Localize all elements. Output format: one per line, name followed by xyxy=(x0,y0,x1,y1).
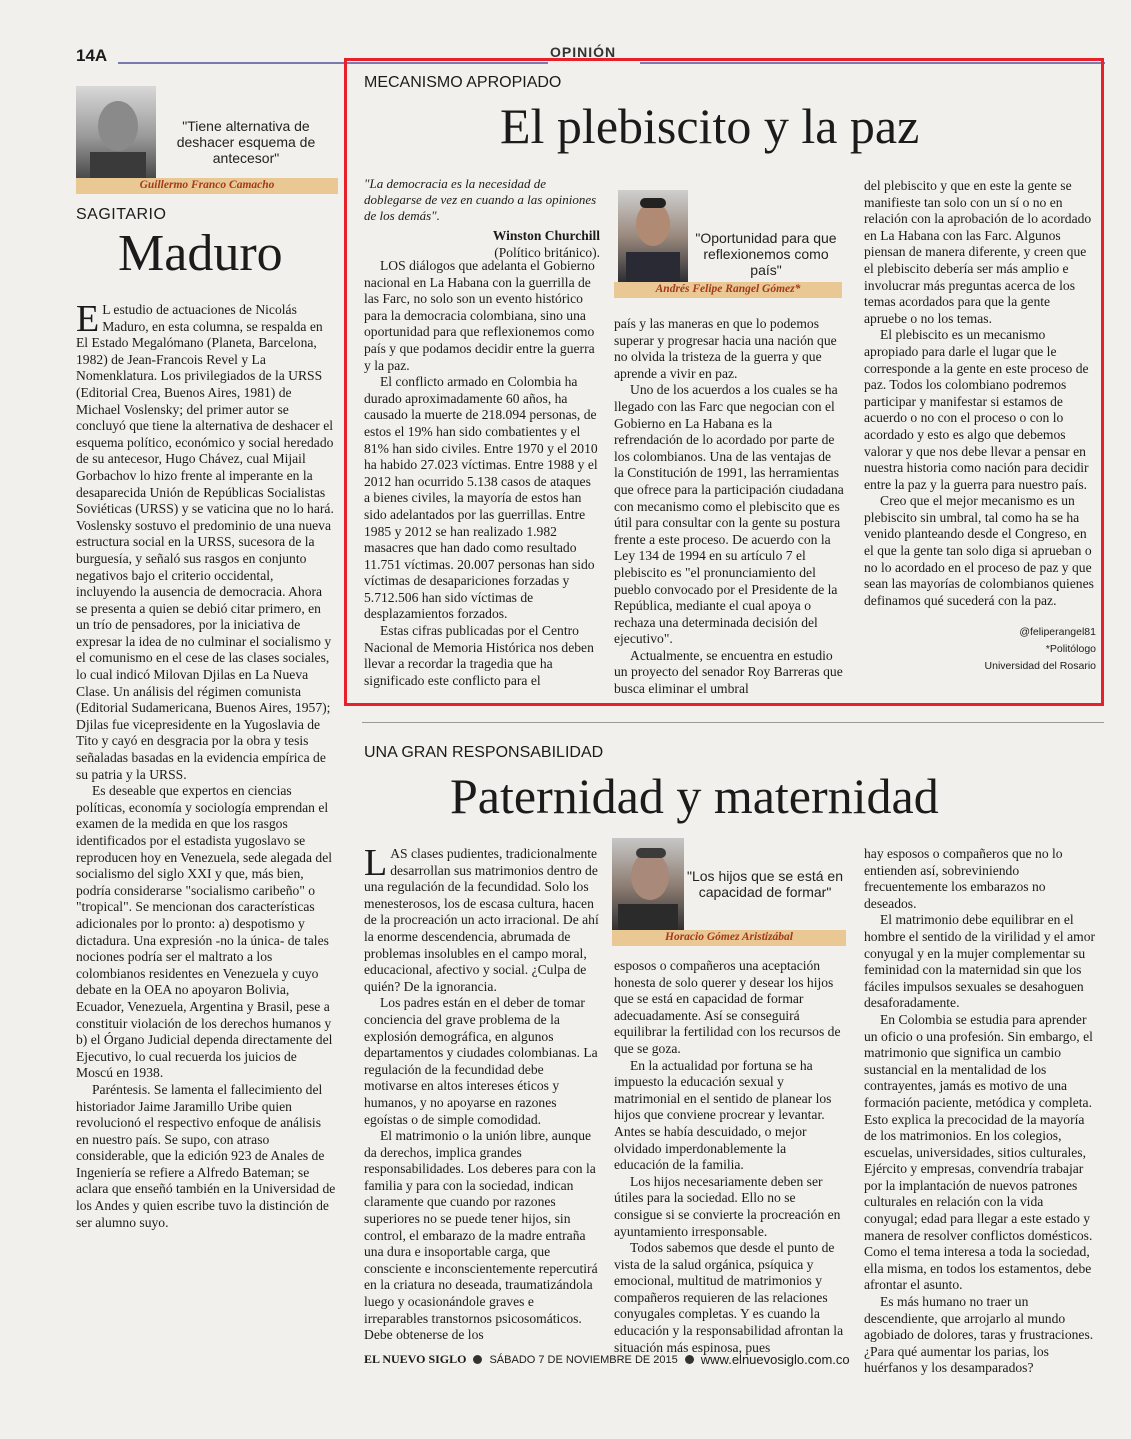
paragraph: AS clases pudientes, tradicionalmente desarrollan sus matrimonios dentro de una regulación de la fecundidad. Solo los menesterosos, los de escasa cultura, hacen de la procreación un acto irracional. De ahí la enorme descendencia, abrumada de problemas insolubles en el campo moral, educacional, afectivo y social. ¿Culpa de quién? De la ignorancia. xyxy=(364,846,599,994)
footer-url: www.elnuevosiglo.com.co xyxy=(700,1352,850,1367)
paragraph: Es deseable que expertos en ciencias políticas, economía y sociología emprendan el examen de la medida en que los rasgos identificados por el estadista yugoslavo se reproducen hoy en Venezuela, sede alegada del socialismo del siglo XXI y que, más bien, podría considerarse "socialismo caribeño" o "tropical". Se mencionan dos características adicionales por lo pronto: a) despotismo y dictadura. Una expresión -no la única- de tales nociones podría ser el maltrato a los colombianos residentes en Venezuela y cuyo debate en la OEA no apoyaron Bolivia, Ecuador, Venezuela, Argentina y Brasil, pese a constituir violación de los derechos humanos y b) el Órgano Judicial dependa directamente del Ejecutivo, lo cual recuerda los juicios de Moscú en 1938. xyxy=(76,783,333,1081)
article-column-2 xyxy=(614,316,844,697)
signature xyxy=(864,624,1096,675)
epigraph xyxy=(364,176,600,261)
paragraph: Es más humano no traer un descendiente, que arrojarlo al mundo agobiado de dolores, taras y frustraciones. ¿Para qué aumentar los parias, los huérfanos y los desamparados? xyxy=(864,1294,1094,1376)
article-column-3 xyxy=(864,846,1098,1376)
headline: Maduro xyxy=(118,225,283,282)
kicker: MECANISMO APROPIADO xyxy=(364,74,562,91)
author-photo xyxy=(612,838,684,932)
paragraph: hay esposos o compañeros que no lo entienden así, sobreviniendo frecuentemente los embarazos no deseados. xyxy=(864,846,1063,911)
footer-date: SÁBADO 7 DE NOVIEMBRE DE 2015 xyxy=(489,1353,678,1366)
article-body xyxy=(76,298,336,1342)
author-photo xyxy=(618,190,688,282)
portrait-image xyxy=(76,86,156,178)
article-column-2 xyxy=(614,958,844,1355)
article-divider xyxy=(362,722,1104,723)
paragraph: Estas cifras publicadas por el Centro Nacional de Memoria Histórica nos deben llevar a recordar la tragedia que ha significado este conflicto para el xyxy=(364,623,594,688)
portrait-image xyxy=(618,190,688,282)
author-photo xyxy=(76,86,156,178)
footer-brand: EL NUEVO SIGLO xyxy=(364,1352,467,1366)
section-label: OPINIÓN xyxy=(550,44,617,60)
page-number: 14A xyxy=(76,46,108,65)
article-column-3 xyxy=(864,178,1096,624)
author-box xyxy=(612,838,846,948)
paragraph: esposos o compañeros una aceptación honesta de solo querer y desear los hijos que se está en capacidad de formar adecuadamente. Así se conseguirá equilibrar la fertilidad con los recursos de que se goza. xyxy=(614,958,841,1056)
epigraph-text: "La democracia es la necesidad de doblegarse de vez en cuando a las opiniones de los demás". xyxy=(364,176,597,223)
paragraph: Actualmente, se encuentra en estudio un proyecto del senador Roy Barreras que busca eliminar el umbral xyxy=(614,647,843,697)
dropcap: E xyxy=(76,298,100,340)
headline: Paternidad y maternidad xyxy=(450,768,939,824)
paragraph: El conflicto armado en Colombia ha durado aproximadamente 60 años, ha causado la muerte de 218.094 personas, de estos el 19% han sido combatientes y el 81% han sido civiles. Entre 1970 y el 2010 ha habido 27.023 víctimas. Entre 1988 y el 2012 han ocurrido 5.138 casos de ataques a bienes civiles, la mayoría de estos han sido adelantados por las guerrillas. Entre 1985 y 2012 se han realizado 1.982 masacres que han dado como resultado 11.751 víctimas. 20.007 personas han sido víctimas de desapariciones forzadas y 5.712.506 han sido víctimas de desplazamientos forzados. xyxy=(364,374,598,622)
pull-quote: "Los hijos que se está en capacidad de formar" xyxy=(687,868,843,900)
kicker: SAGITARIO xyxy=(76,206,167,223)
paragraph: El matrimonio debe equilibrar en el hombre el sentido de la virilidad y el amor conyugal y en la mujer complementar su feminidad con la maternidad sin que los fáciles impulsos sexuales se desahoguen desaforadamente. xyxy=(864,912,1096,1011)
paragraph: Los hijos necesariamente deben ser útiles para la sociedad. Ello no se consigue si se convierte la procreación en ayuntamiento irresponsable. xyxy=(614,1173,841,1239)
paragraph: Creo que el mejor mecanismo es un plebiscito sin umbral, tal como ha se ha venido planteando desde el Congreso, en el que la gente tan solo diga si aprueban o no lo acordado en el proceso de paz y que sean las mayorías de colombianos quienes definamos qué sucederá con la paz. xyxy=(864,493,1094,608)
footer xyxy=(364,1352,850,1367)
paragraph: del plebiscito y que en este la gente se manifieste tan solo con un sí o no en relación con la aprobación de lo acordado en La Habana con las Farc. Algunos piensan de manera diferente, y creen que el plebiscito debería ser más amplio e involucrar más preguntas acerca de los temas acordados para que la gente apruebe o no los temas. xyxy=(864,178,1092,326)
paragraph: En la actualidad por fortuna se ha impuesto la educación sexual y matrimonial en el sentido de planear los hijos que conviene procrear y levantar. Antes se había descuidado, o mejor olvidado imperdonablemente la educación de la familia. xyxy=(614,1057,832,1173)
author-box xyxy=(614,190,842,300)
pull-quote: "Tiene alternativa de deshacer esquema de antecesor" xyxy=(176,118,316,166)
epigraph-author: Winston Churchill xyxy=(492,228,600,243)
article-column-1 xyxy=(364,842,600,1343)
author-name: Guillermo Franco Camacho xyxy=(76,178,338,194)
author-title: *Politólogo xyxy=(1045,643,1096,655)
paragraph: Todos sabemos que desde el punto de vista de la salud orgánica, psíquica y emocional, multitud de matrimonios y compañeros requieren de las relaciones conyugales completas. Y es cuando la educación y la responsabilidad afrontan la situación más espinosa, pues xyxy=(614,1240,844,1355)
paragraph: Uno de los acuerdos a los cuales se ha llegado con las Farc que negocian con el Gobierno en La Habana es la refrendación de lo acordado por parte de los colombianos. Una de las ventajas de la Constitución de 1991, las herramientas que ofrece para la participación ciudadana con mecanismo como el plebiscito que es útil para consultar con la gente su postura frente a este proceso. De acuerdo con la Ley 134 de 1994 en su artículo 7 el plebiscito es "el pronunciamiento del pueblo convocado por el Presidente de la República, mediante el cual apoya o rechaza una determinada decisión del ejecutivo". xyxy=(614,382,844,647)
bullet-icon xyxy=(473,1355,482,1364)
paragraph: Paréntesis. Se lamenta el fallecimiento del historiador Jaime Jaramillo Uribe quien revolucionó el respectivo enfoque de análisis en nuestro país. Se supo, con atraso considerable, que la edición 923 de Anales de Ingeniería se refiere a Alfredo Bateman; se aclara que enseñó también en la Universidad de los Andes y quien escribe tuvo la distinción de ser alumno suyo. xyxy=(76,1081,336,1230)
kicker: UNA GRAN RESPONSABILIDAD xyxy=(364,744,604,761)
paragraph: En Colombia se estudia para aprender un oficio o una profesión. Sin embargo, el matrimonio que significa un cambio sustancial en la mentalidad de los contrayentes, jamás es motivo de una formación paciente, metódica y completa. Esto explica la precocidad de la mayoría de los matrimonios. En los colegios, escuelas, universidades, sitios culturales, Ejército y empresas, convendría trabajar por la implantación de nuevos patrones culturales en relación con la vida conyugal; edad para llegar a este estado y manera de resolver conflictos domésticos. Como el tema interesa a toda la sociedad, ella misma, en todos los estamentos, debe afrontar el asunto. xyxy=(864,1011,1093,1293)
portrait-image xyxy=(612,838,684,932)
paragraph: El matrimonio o la unión libre, aunque da derechos, implica grandes responsabilidades. Los deberes para con la familia y para con la sociedad, indican claramente que cuando por razones superiores no se puede tener hijos, sin control, el embarazo de la madre entraña una dura e insoportable carga, que consciente e inconscientemente repercutirá en la criatura no deseada, traumatizándola luego y ocasionándole graves e irreparables transtornos psicosomáticos. Debe obtenerse de los xyxy=(364,1128,598,1343)
author-box-left xyxy=(76,86,338,194)
paragraph: El plebiscito es un mecanismo apropiado para darle el lugar que le corresponde a la gente en este proceso de paz. Todos los colombiano podremos participar y manifestar si estamos de acuerdo o no con el proceso o con lo acordado y esto es algo que debemos valorar y que nos debe llevar a pensar en nuestra historia como nación para decidir entre la paz y la guerra para nuestro país. xyxy=(864,327,1089,492)
pull-quote: "Oportunidad para que reflexionemos como país" xyxy=(695,230,837,278)
paragraph: país y las maneras en que lo podemos superar y progresar hacia una nación que no olvida la tristeza de la guerra y que aprende a vivir en paz. xyxy=(614,316,837,381)
article-column-1 xyxy=(364,258,600,688)
bullet-icon xyxy=(685,1355,694,1364)
epigraph-role: (Político británico). xyxy=(494,245,600,260)
paragraph: LOS diálogos que adelanta el Gobierno nacional en La Habana con la guerrilla de las Farc, no solo son un evento histórico para la democracia colombiana, sino una oportunidad para que reflexionemos como país y que podamos decidir entre la guerra y la paz. xyxy=(364,258,595,373)
author-name: Horacio Gómez Aristizábal xyxy=(612,930,846,946)
paragraph: L estudio de actuaciones de Nicolás Maduro, en esta columna, se respalda en El Estado Megalómano (Planeta, Barcelona, 1982) de Jean-Francois Revel y La Nomenklatura. Los privilegiados de la URSS (Editorial Crea, Buenos Aires, 1981) de Michael Voslensky; del primer autor se concluyó que tiene la alternativa de deshacer el esquema político, económico y social heredado de su antecesor, Hugo Chávez, cual Mijail Gorbachov lo hizo frente al imperante en la desaparecida Unión de Repúblicas Socialistas Soviéticas (URSS) y se vaticina que no lo hará. Voslensky sostuvo el predominio de una nueva estructura social en la URSS, sucesora de la burguesía, y señaló sus rasgos en conjunto negativos bajo el criterio occidental, incluyendo la ausencia de democracia. Ahora se presenta a quien se debió citar primero, en un trío de pensadores, por la iniciativa de expresar la idea de no culminar el socialismo y el comunismo en el cese de las clases sociales, lo cual indicó Milovan Djilas en La Nueva Clase. Un análisis del régimen comunista (Editorial Sudamericana, Buenos Aires, 1957); Djilas fue vicepresidente en la Yugoslavia de Tito y cayó en desgracia por la obra y tesis señaladas basadas en la evidencia empírica de su patria y la URSS. xyxy=(76,302,334,782)
headline: El plebiscito y la paz xyxy=(500,98,920,154)
author-handle: @feliperangel81 xyxy=(1019,626,1096,638)
author-institution: Universidad del Rosario xyxy=(984,660,1096,672)
author-name: Andrés Felipe Rangel Gómez* xyxy=(614,282,842,298)
dropcap: L xyxy=(364,842,388,884)
paragraph: Los padres están en el deber de tomar conciencia del grave problema de la explosión demográfica, en algunos departamentos y ciudades colombianas. La regulación de la fecundidad debe motivarse en altos intereses éticos y humanos, y no apoyarse en razones egoístas o de simple comodidad. xyxy=(364,995,598,1127)
